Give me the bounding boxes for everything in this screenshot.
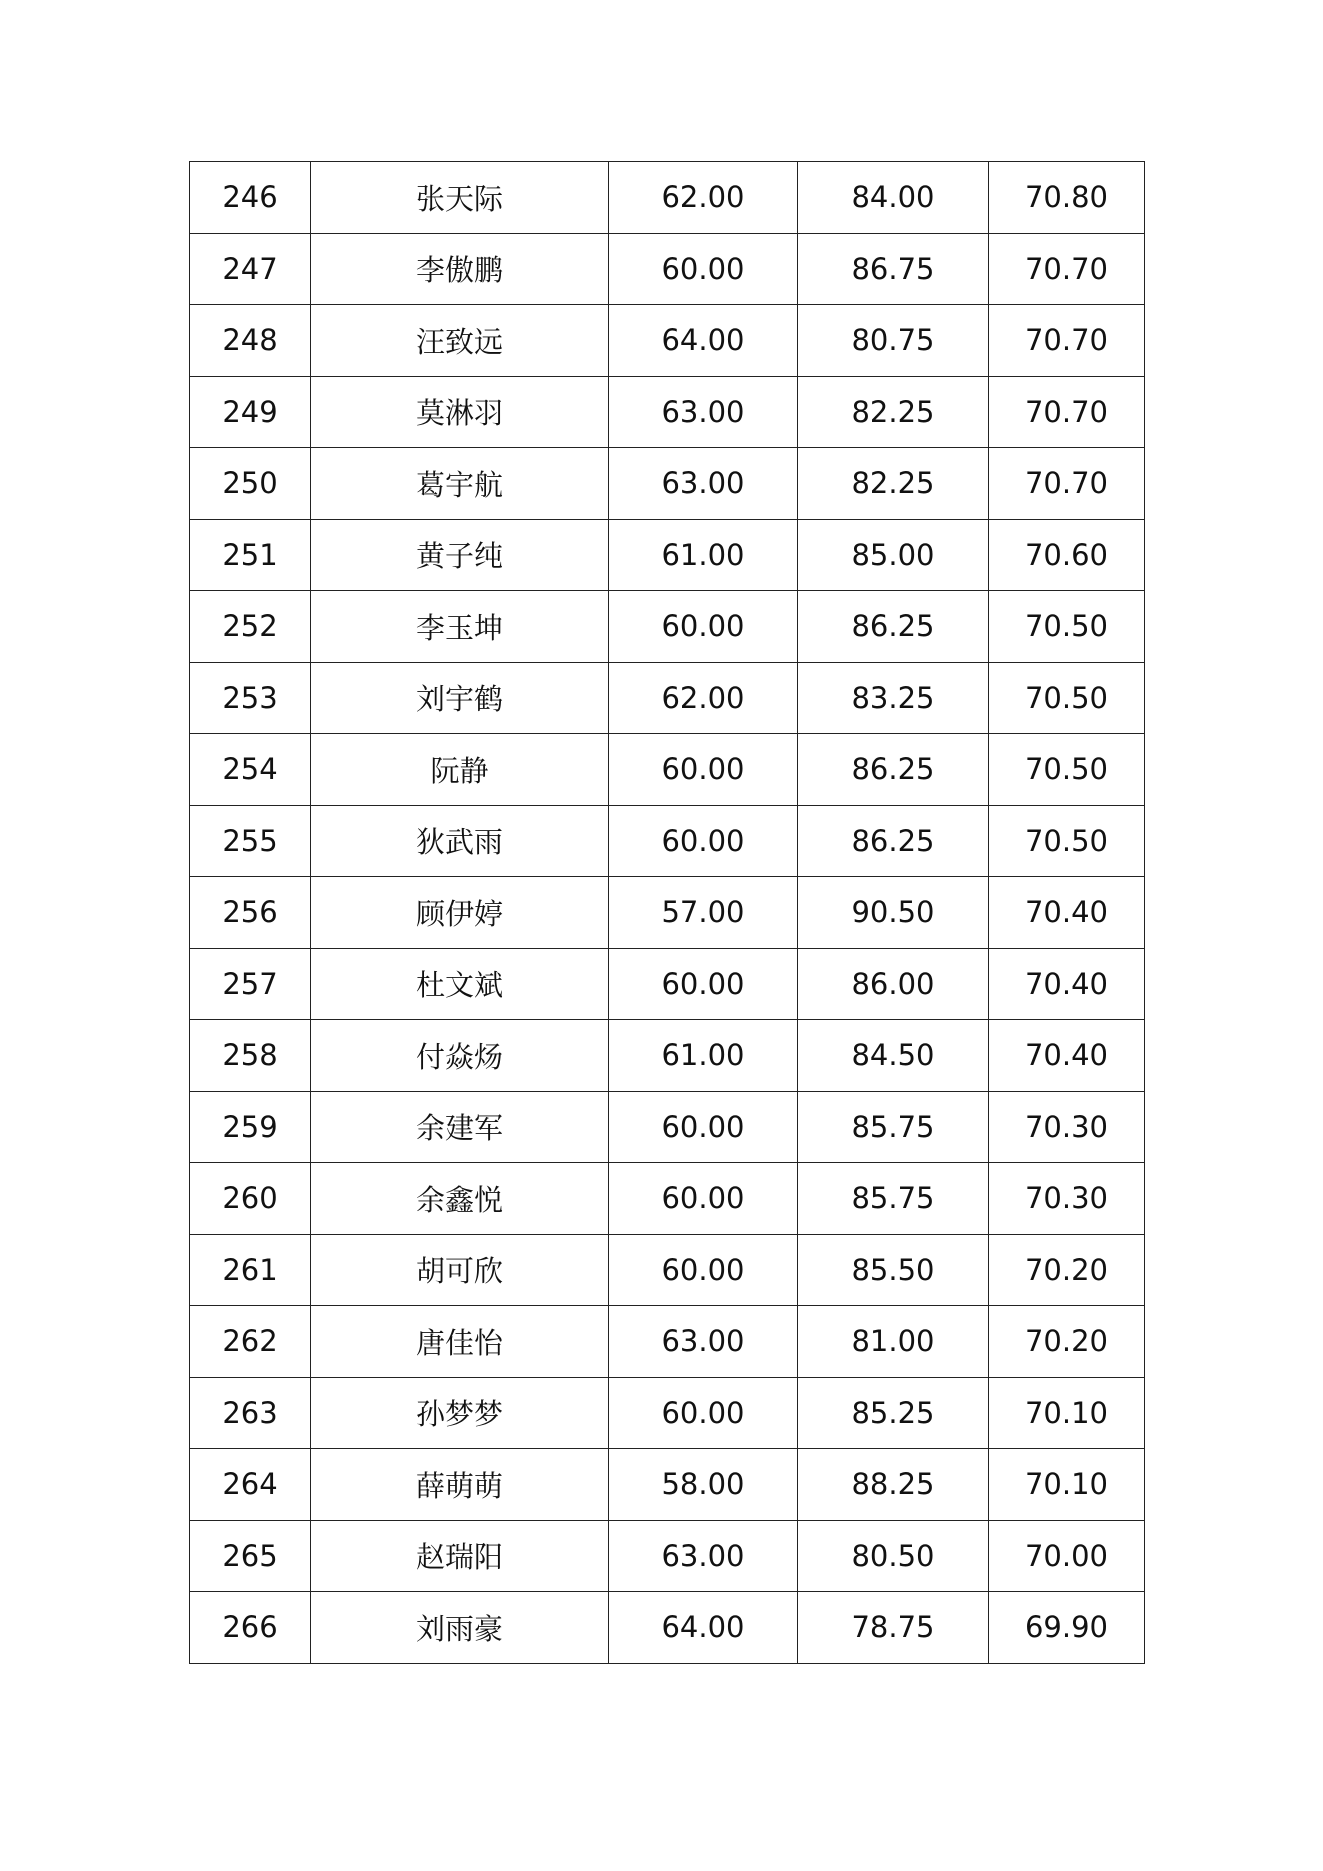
written-score-cell: 64.00 [609, 1592, 798, 1664]
written-score-cell: 61.00 [609, 1020, 798, 1092]
interview-score-cell: 86.75 [798, 233, 989, 305]
rank-cell: 263 [190, 1377, 311, 1449]
name-cell: 杜文斌 [311, 948, 609, 1020]
total-score-cell: 70.10 [989, 1449, 1145, 1521]
total-score-cell: 70.70 [989, 305, 1145, 377]
interview-score-cell: 85.00 [798, 519, 989, 591]
name-cell: 余鑫悦 [311, 1163, 609, 1235]
written-score-cell: 63.00 [609, 1306, 798, 1378]
written-score-cell: 60.00 [609, 948, 798, 1020]
name-cell: 赵瑞阳 [311, 1520, 609, 1592]
total-score-cell: 69.90 [989, 1592, 1145, 1664]
table-row [190, 305, 1145, 377]
written-score-cell: 62.00 [609, 162, 798, 234]
total-score-cell: 70.20 [989, 1234, 1145, 1306]
name-cell: 狄武雨 [311, 805, 609, 877]
score-table-body [190, 162, 1145, 1664]
total-score-cell: 70.30 [989, 1091, 1145, 1163]
name-cell: 葛宇航 [311, 448, 609, 520]
interview-score-cell: 84.50 [798, 1020, 989, 1092]
total-score-cell: 70.10 [989, 1377, 1145, 1449]
total-score-cell: 70.70 [989, 233, 1145, 305]
name-cell: 胡可欣 [311, 1234, 609, 1306]
written-score-cell: 64.00 [609, 305, 798, 377]
written-score-cell: 60.00 [609, 805, 798, 877]
rank-cell: 255 [190, 805, 311, 877]
rank-cell: 261 [190, 1234, 311, 1306]
interview-score-cell: 80.50 [798, 1520, 989, 1592]
written-score-cell: 58.00 [609, 1449, 798, 1521]
name-cell: 汪致远 [311, 305, 609, 377]
interview-score-cell: 86.25 [798, 805, 989, 877]
rank-cell: 251 [190, 519, 311, 591]
name-cell: 刘宇鹤 [311, 662, 609, 734]
interview-score-cell: 86.25 [798, 591, 989, 663]
rank-cell: 265 [190, 1520, 311, 1592]
rank-cell: 264 [190, 1449, 311, 1521]
total-score-cell: 70.60 [989, 519, 1145, 591]
name-cell: 唐佳怡 [311, 1306, 609, 1378]
written-score-cell: 60.00 [609, 1163, 798, 1235]
written-score-cell: 60.00 [609, 233, 798, 305]
name-cell: 张天际 [311, 162, 609, 234]
table-row [190, 519, 1145, 591]
rank-cell: 250 [190, 448, 311, 520]
name-cell: 刘雨豪 [311, 1592, 609, 1664]
name-cell: 阮静 [311, 734, 609, 806]
interview-score-cell: 82.25 [798, 448, 989, 520]
total-score-cell: 70.40 [989, 877, 1145, 949]
interview-score-cell: 85.75 [798, 1091, 989, 1163]
interview-score-cell: 90.50 [798, 877, 989, 949]
rank-cell: 254 [190, 734, 311, 806]
interview-score-cell: 80.75 [798, 305, 989, 377]
interview-score-cell: 83.25 [798, 662, 989, 734]
written-score-cell: 60.00 [609, 1091, 798, 1163]
written-score-cell: 63.00 [609, 376, 798, 448]
table-row [190, 376, 1145, 448]
interview-score-cell: 86.25 [798, 734, 989, 806]
total-score-cell: 70.50 [989, 805, 1145, 877]
table-row [190, 233, 1145, 305]
rank-cell: 259 [190, 1091, 311, 1163]
rank-cell: 266 [190, 1592, 311, 1664]
total-score-cell: 70.40 [989, 948, 1145, 1020]
table-row [190, 734, 1145, 806]
interview-score-cell: 81.00 [798, 1306, 989, 1378]
written-score-cell: 63.00 [609, 1520, 798, 1592]
total-score-cell: 70.40 [989, 1020, 1145, 1092]
table-row [190, 1091, 1145, 1163]
rank-cell: 252 [190, 591, 311, 663]
interview-score-cell: 78.75 [798, 1592, 989, 1664]
written-score-cell: 60.00 [609, 734, 798, 806]
name-cell: 薛萌萌 [311, 1449, 609, 1521]
rank-cell: 256 [190, 877, 311, 949]
interview-score-cell: 86.00 [798, 948, 989, 1020]
written-score-cell: 62.00 [609, 662, 798, 734]
rank-cell: 253 [190, 662, 311, 734]
interview-score-cell: 85.25 [798, 1377, 989, 1449]
name-cell: 黄子纯 [311, 519, 609, 591]
written-score-cell: 60.00 [609, 1234, 798, 1306]
total-score-cell: 70.70 [989, 448, 1145, 520]
table-row [190, 1449, 1145, 1521]
rank-cell: 246 [190, 162, 311, 234]
rank-cell: 262 [190, 1306, 311, 1378]
name-cell: 孙梦梦 [311, 1377, 609, 1449]
table-row [190, 1377, 1145, 1449]
table-row [190, 1306, 1145, 1378]
written-score-cell: 61.00 [609, 519, 798, 591]
score-table [189, 161, 1145, 1664]
name-cell: 李傲鹏 [311, 233, 609, 305]
rank-cell: 260 [190, 1163, 311, 1235]
table-row [190, 877, 1145, 949]
name-cell: 付焱炀 [311, 1020, 609, 1092]
table-row [190, 1234, 1145, 1306]
total-score-cell: 70.50 [989, 734, 1145, 806]
rank-cell: 257 [190, 948, 311, 1020]
interview-score-cell: 85.75 [798, 1163, 989, 1235]
interview-score-cell: 85.50 [798, 1234, 989, 1306]
table-row [190, 948, 1145, 1020]
rank-cell: 247 [190, 233, 311, 305]
table-row [190, 1163, 1145, 1235]
rank-cell: 249 [190, 376, 311, 448]
table-row [190, 662, 1145, 734]
name-cell: 李玉坤 [311, 591, 609, 663]
total-score-cell: 70.80 [989, 162, 1145, 234]
total-score-cell: 70.50 [989, 591, 1145, 663]
written-score-cell: 57.00 [609, 877, 798, 949]
name-cell: 莫淋羽 [311, 376, 609, 448]
total-score-cell: 70.70 [989, 376, 1145, 448]
table-row [190, 448, 1145, 520]
total-score-cell: 70.00 [989, 1520, 1145, 1592]
interview-score-cell: 84.00 [798, 162, 989, 234]
interview-score-cell: 88.25 [798, 1449, 989, 1521]
written-score-cell: 60.00 [609, 1377, 798, 1449]
written-score-cell: 60.00 [609, 591, 798, 663]
table-row [190, 1020, 1145, 1092]
total-score-cell: 70.50 [989, 662, 1145, 734]
table-row [190, 1592, 1145, 1664]
name-cell: 顾伊婷 [311, 877, 609, 949]
table-row [190, 162, 1145, 234]
table-row [190, 1520, 1145, 1592]
table-row [190, 805, 1145, 877]
written-score-cell: 63.00 [609, 448, 798, 520]
rank-cell: 258 [190, 1020, 311, 1092]
total-score-cell: 70.20 [989, 1306, 1145, 1378]
name-cell: 余建军 [311, 1091, 609, 1163]
table-row [190, 591, 1145, 663]
rank-cell: 248 [190, 305, 311, 377]
total-score-cell: 70.30 [989, 1163, 1145, 1235]
interview-score-cell: 82.25 [798, 376, 989, 448]
